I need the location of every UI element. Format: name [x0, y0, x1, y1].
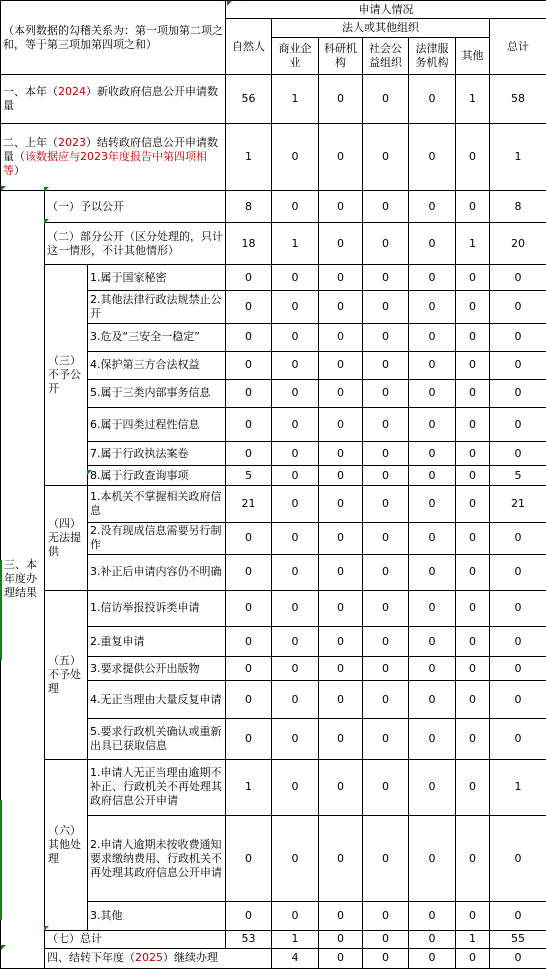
cell: 18: [226, 223, 272, 265]
cell: 0: [456, 442, 490, 466]
edge-marker: [0, 800, 2, 920]
cell: 0: [226, 719, 272, 759]
cell: 0: [319, 657, 363, 681]
cell: 56: [226, 75, 272, 123]
row4-label: 四、结转下年度（2025）继续办理: [45, 948, 272, 968]
row-new-requests: [1, 75, 546, 123]
cell: 0: [272, 681, 319, 719]
cell: 0: [490, 265, 546, 291]
cell: 0: [456, 759, 490, 815]
cell: 0: [409, 442, 456, 466]
cell: 0: [319, 75, 363, 123]
row-g7: [1, 930, 546, 948]
cell: 0: [456, 681, 490, 719]
cell: 0: [319, 123, 363, 190]
g7-label: （七）总计: [45, 930, 226, 948]
cell: 0: [490, 323, 546, 351]
cell: 0: [363, 902, 409, 930]
cell: 0: [319, 930, 363, 948]
cell: 0: [226, 902, 272, 930]
cell: 0: [409, 323, 456, 351]
cell: 0: [272, 442, 319, 466]
cell: 1: [226, 759, 272, 815]
cell: 0: [490, 590, 546, 626]
cell: 0: [409, 590, 456, 626]
header-applicant: 申请人情况: [226, 1, 546, 19]
header-row-1: [1, 1, 546, 19]
cell: 0: [409, 522, 456, 554]
cell: 0: [456, 408, 490, 442]
cell: 1: [490, 759, 546, 815]
row2-label: 二、上年（2023）结转政府信息公开申请数量（该数据应与2023年度报告中第四项相等）: [1, 123, 226, 190]
cell: 0: [363, 190, 409, 222]
cell: 0: [490, 408, 546, 442]
cell: 0: [272, 123, 319, 190]
g4-label: （四）无法提供: [45, 486, 88, 591]
cell: 0: [409, 815, 456, 901]
cell: 0: [272, 190, 319, 222]
cell: 0: [409, 408, 456, 442]
cell: 0: [409, 291, 456, 323]
g4-item-label: 3.补正后申请内容仍不明确: [88, 554, 226, 590]
row-g1: [1, 190, 546, 222]
cell: 0: [272, 291, 319, 323]
header-legal-entity: 法人或其他组织: [272, 19, 490, 38]
cell: 0: [409, 554, 456, 590]
g3-item-label: 6.属于四类过程性信息: [88, 408, 226, 442]
cell: 0: [363, 554, 409, 590]
row-g3-1: [1, 265, 546, 291]
cell: 0: [319, 554, 363, 590]
row1-label: 一、本年（2024）新收政府信息公开申请数量: [1, 75, 226, 123]
cell-marker-icon: [44, 926, 49, 931]
cell: 0: [272, 466, 319, 486]
cell: 0: [226, 379, 272, 407]
cell: 0: [456, 190, 490, 222]
cell: 0: [456, 902, 490, 930]
cell: 0: [409, 379, 456, 407]
cell: 0: [272, 323, 319, 351]
cell: 0: [409, 486, 456, 522]
g5-item-label: 5.要求行政机关确认或重新出具已获取信息: [88, 719, 226, 759]
header-other: 其他: [456, 38, 490, 75]
cell: 0: [272, 657, 319, 681]
cell: 0: [363, 75, 409, 123]
cell: 0: [409, 190, 456, 222]
cell: 0: [456, 554, 490, 590]
cell: 0: [319, 466, 363, 486]
cell: 0: [363, 815, 409, 901]
g6-item-label: 1.申请人无正当理由逾期不补正、行政机关不再处理其政府信息公开申请: [88, 759, 226, 815]
cell: 0: [226, 323, 272, 351]
row-g6-1: [1, 759, 546, 815]
cell-marker-icon: [44, 187, 49, 192]
cell: 0: [456, 590, 490, 626]
g6-label: （六）其他处理: [45, 759, 88, 930]
cell: 0: [226, 627, 272, 657]
cell: 0: [456, 379, 490, 407]
g4-item-label: 2.没有现成信息需要另行制作: [88, 522, 226, 554]
cell: 0: [490, 291, 546, 323]
cell: 21: [226, 486, 272, 522]
cell: 0: [319, 522, 363, 554]
header-natural-person: 自然人: [226, 19, 272, 75]
cell: 0: [456, 265, 490, 291]
header-note: （本列数据的勾稽关系为：第一项加第二项之和，等于第三项加第四项之和）: [1, 1, 226, 75]
cell: 0: [490, 554, 546, 590]
cell: 0: [319, 681, 363, 719]
cell: 0: [319, 323, 363, 351]
cell: 0: [363, 930, 409, 948]
g2-label: （二）部分公开（区分处理的，只计这一情形，不计其他情形）: [45, 223, 226, 265]
cell: 0: [319, 408, 363, 442]
cell: 0: [319, 759, 363, 815]
cell: 55: [490, 930, 546, 948]
cell: 20: [490, 223, 546, 265]
cell: 0: [409, 759, 456, 815]
cell: 1: [456, 75, 490, 123]
cell: 0: [226, 815, 272, 901]
cell: 8: [490, 190, 546, 222]
cell: 0: [363, 123, 409, 190]
cell: 0: [272, 486, 319, 522]
cell: 0: [409, 719, 456, 759]
cell: 0: [456, 123, 490, 190]
cell: 0: [490, 815, 546, 901]
cell: 0: [456, 466, 490, 486]
cell: 0: [319, 190, 363, 222]
cell: 0: [272, 815, 319, 901]
cell: 0: [272, 265, 319, 291]
cell: 0: [319, 265, 363, 291]
cell: 0: [409, 902, 456, 930]
cell: 0: [409, 351, 456, 379]
cell: 0: [226, 590, 272, 626]
cell: 0: [490, 719, 546, 759]
cell: 0: [409, 265, 456, 291]
cell: 0: [226, 522, 272, 554]
cell-marker-icon: [44, 219, 49, 224]
cell: 0: [363, 627, 409, 657]
cell: 0: [363, 466, 409, 486]
cell: 0: [363, 681, 409, 719]
cell: 0: [226, 291, 272, 323]
cell: 0: [272, 351, 319, 379]
cell: 0: [272, 554, 319, 590]
cell: 0: [490, 379, 546, 407]
cell: 0: [409, 681, 456, 719]
cell: 58: [490, 75, 546, 123]
cell: 0: [490, 351, 546, 379]
cell: 0: [363, 522, 409, 554]
cell: 0: [319, 291, 363, 323]
cell: 0: [363, 719, 409, 759]
cell: 0: [490, 522, 546, 554]
g4-item-label: 1.本机关不掌握相关政府信息: [88, 486, 226, 522]
cell: 0: [490, 657, 546, 681]
g5-label: （五）不予处理: [45, 590, 88, 759]
cell: 0: [272, 902, 319, 930]
row-g5-1: [1, 590, 546, 626]
cell: 0: [456, 719, 490, 759]
cell: 0: [226, 657, 272, 681]
header-business: 商业企业: [272, 38, 319, 75]
cell: 0: [272, 379, 319, 407]
cell: 0: [363, 759, 409, 815]
g6-item-label: 2.申请人逾期未按收费通知要求缴纳费用、行政机关不再处理其政府信息公开申请: [88, 815, 226, 901]
cell: 0: [409, 466, 456, 486]
cell: 0: [490, 442, 546, 466]
cell: 0: [409, 948, 456, 968]
cell: 0: [456, 657, 490, 681]
g3-label: （三）不予公开: [45, 265, 88, 486]
cell: 0: [456, 627, 490, 657]
cell: 0: [490, 902, 546, 930]
cell: 0: [456, 323, 490, 351]
cell: 0: [409, 930, 456, 948]
cell: 1: [272, 930, 319, 948]
g3-item-label: 4.保护第三方合法权益: [88, 351, 226, 379]
cell: 0: [456, 815, 490, 901]
cell: 0: [319, 948, 363, 968]
section3-label: 三、本年度办理结果: [1, 190, 45, 968]
cell: 0: [456, 522, 490, 554]
cell: 0: [363, 442, 409, 466]
cell: 0: [363, 590, 409, 626]
cell: 1: [456, 223, 490, 265]
cell: 0: [409, 75, 456, 123]
cell: 53: [226, 930, 272, 948]
cell: 0: [319, 223, 363, 265]
cell: 0: [319, 627, 363, 657]
g3-item-label: 3.危及“三安全一稳定”: [88, 323, 226, 351]
cell: 0: [319, 719, 363, 759]
cell-marker-icon: [1, 186, 6, 191]
cell: 0: [490, 681, 546, 719]
header-research: 科研机构: [319, 38, 363, 75]
row-carried-over: [1, 123, 546, 190]
cell: 0: [319, 815, 363, 901]
cell: 5: [226, 466, 272, 486]
cell: 4: [272, 948, 319, 968]
cell: 0: [272, 522, 319, 554]
cell: 0: [272, 719, 319, 759]
cell: 0: [226, 408, 272, 442]
cell: 1: [490, 123, 546, 190]
cell: 0: [490, 627, 546, 657]
g5-item-label: 2.重复申请: [88, 627, 226, 657]
cell: 0: [409, 627, 456, 657]
header-social: 社会公益组织: [363, 38, 409, 75]
cell: 0: [456, 486, 490, 522]
cell: 0: [490, 948, 546, 968]
cell: 1: [272, 75, 319, 123]
cell: 0: [363, 379, 409, 407]
cell: 0: [319, 442, 363, 466]
g3-item-label: 1.属于国家秘密: [88, 265, 226, 291]
cell: 1: [272, 223, 319, 265]
cell: 0: [226, 442, 272, 466]
g6-item-label: 3.其他: [88, 902, 226, 930]
g3-item-label: 5.属于三类内部事务信息: [88, 379, 226, 407]
cell: 0: [456, 351, 490, 379]
cell: 1: [226, 123, 272, 190]
cell: 0: [363, 323, 409, 351]
g1-label: （一）予以公开: [45, 190, 226, 222]
cell: 5: [490, 466, 546, 486]
g5-item-label: 4.无正当理由大量反复申请: [88, 681, 226, 719]
cell: 0: [272, 590, 319, 626]
cell: 0: [272, 408, 319, 442]
cell: 0: [226, 265, 272, 291]
cell: 1: [456, 930, 490, 948]
edge-marker: [0, 560, 2, 660]
cell-marker-icon: [1, 945, 6, 950]
header-total: 总计: [490, 19, 546, 75]
cell: 0: [409, 123, 456, 190]
cell: 0: [272, 759, 319, 815]
g5-item-label: 1.信访举报投诉类申请: [88, 590, 226, 626]
cell: 0: [319, 590, 363, 626]
g5-item-label: 3.要求提供公开出版物: [88, 657, 226, 681]
cell: 0: [363, 657, 409, 681]
cell: 21: [490, 486, 546, 522]
cell: 0: [319, 486, 363, 522]
cell: 0: [319, 902, 363, 930]
g3-item-label: 8.属于行政查询事项: [88, 466, 226, 486]
row-carry-forward: [1, 948, 546, 968]
cell: 0: [363, 351, 409, 379]
cell: 0: [363, 948, 409, 968]
cell: 0: [456, 948, 490, 968]
cell: 0: [363, 408, 409, 442]
cell: 0: [226, 554, 272, 590]
row-g4-1: [1, 486, 546, 522]
cell: 0: [319, 351, 363, 379]
cell: 0: [409, 223, 456, 265]
cell: 0: [456, 291, 490, 323]
cell: 0: [363, 265, 409, 291]
cell: 0: [409, 657, 456, 681]
cell: 0: [363, 291, 409, 323]
header-legal-service: 法律服务机构: [409, 38, 456, 75]
cell: 0: [226, 681, 272, 719]
row-g2: [1, 223, 546, 265]
cell: 0: [226, 351, 272, 379]
cell: 0: [319, 379, 363, 407]
cell: 0: [363, 486, 409, 522]
g3-item-label: 7.属于行政执法案卷: [88, 442, 226, 466]
cell-marker-icon: [87, 470, 92, 475]
cell-marker-icon: [227, 1, 232, 6]
g3-item-label: 2.其他法律行政法规禁止公开: [88, 291, 226, 323]
cell: 8: [226, 190, 272, 222]
cell: 0: [272, 627, 319, 657]
cell: 0: [363, 223, 409, 265]
